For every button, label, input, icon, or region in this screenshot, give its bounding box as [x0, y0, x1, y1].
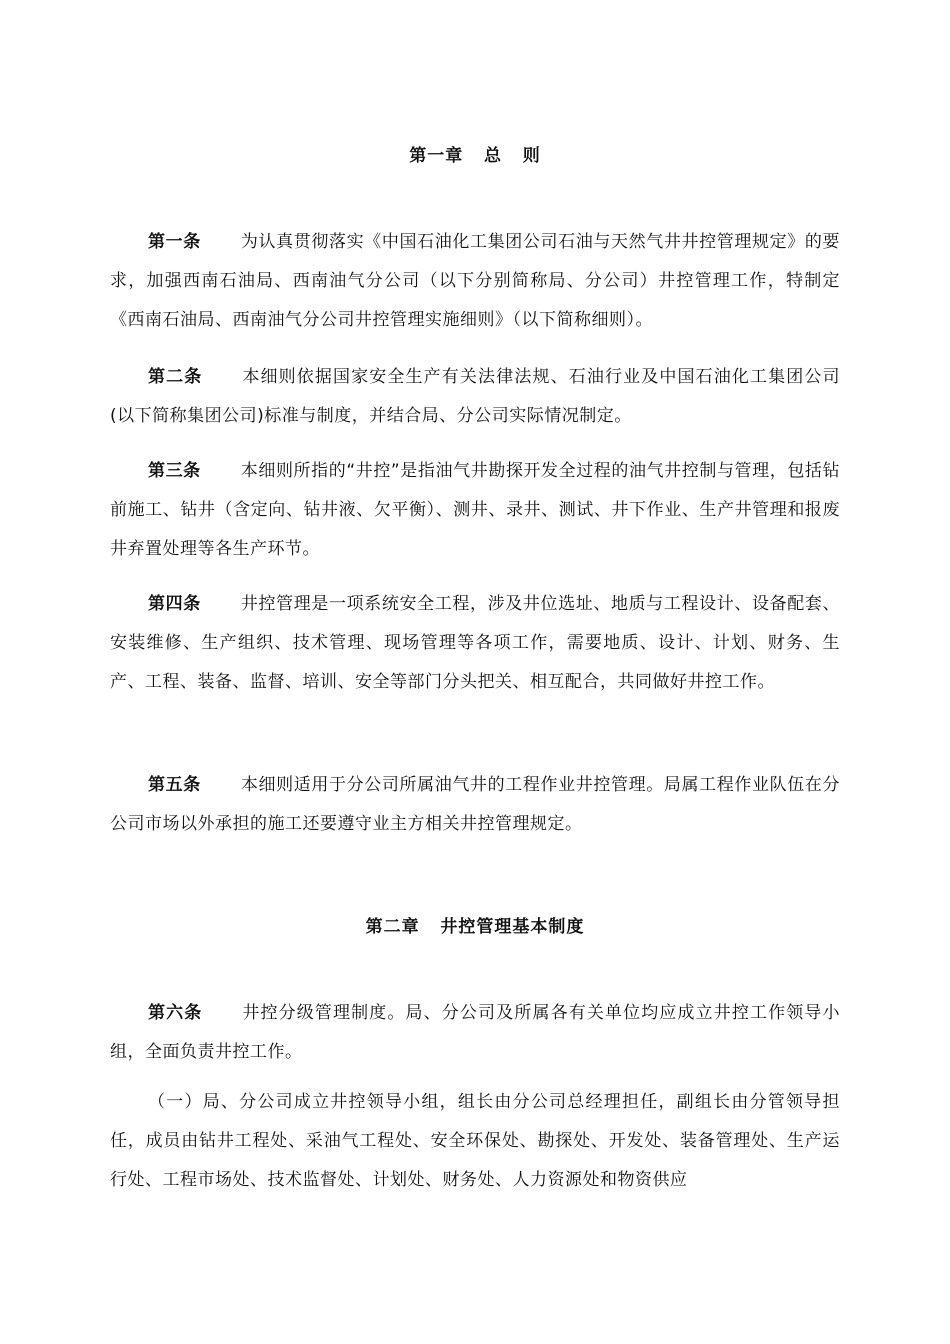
article-3 [110, 452, 840, 569]
article-4 [110, 585, 840, 702]
article-2 [110, 358, 840, 436]
article-3-text: 本细则所指的“井控”是指油气井勘探开发全过程的油气井控制与管理，包括钻前施工、钻井（含定向、钻井液、欠平衡）、测井、录井、测试、井下作业、生产井管理和报废井弃置处理等各生产环节。 [110, 461, 840, 559]
article-6-label: 第六条 [148, 1003, 203, 1023]
article-5-label: 第五条 [148, 775, 201, 795]
article-2-text: 本细则依据国家安全生产有关法律法规、石油行业及中国石油化工集团公司(以下简称集团公司)标准与制度，并结合局、分公司实际情况制定。 [110, 367, 841, 426]
article-1-label: 第一条 [148, 232, 201, 252]
article-5-text: 本细则适用于分公司所属油气井的工程作业井控管理。局属工程作业队伍在分公司市场以外承担的施工还要遵守业主方相关井控管理规定。 [110, 775, 840, 834]
article-1-text: 为认真贯彻落实《中国石油化工集团公司石油与天然气井井控管理规定》的要求，加强西南石油局、西南油气分公司（以下分别简称局、分公司）井控管理工作，特制定《西南石油局、西南油气分公司井控管理实施细则》（以下简称细则）。 [110, 232, 840, 330]
article-4-label: 第四条 [148, 594, 201, 614]
article-6-text: 井控分级管理制度。局、分公司及所属各有关单位均应成立井控工作领导小组，全面负责井控工作。 [110, 1003, 841, 1062]
article-1 [110, 223, 840, 340]
chapter-2-title: 第二章 井控管理基本制度 [365, 917, 585, 937]
article-6 [110, 994, 840, 1072]
article-3-label: 第三条 [148, 461, 201, 481]
article-6-item-1: （一）局、分公司成立井控领导小组，组长由分公司总经理担任，副组长由分管领导担任，成员由钻井工程处、采油气工程处、安全环保处、勘探处、开发处、装备管理处、生产运行处、工程市场处、技术监督处、计划处、财务处、人力资源处和物资供应 [110, 1092, 840, 1190]
article-5 [110, 766, 840, 844]
article-4-text: 井控管理是一项系统安全工程，涉及井位选址、地质与工程设计、设备配套、安装维修、生产组织、技术管理、现场管理等各项工作，需要地质、设计、计划、财务、生产、工程、装备、监督、培训、安全等部门分头把关、相互配合，共同做好井控工作。 [110, 594, 840, 692]
chapter-1-title: 第一章 总 则 [409, 146, 541, 166]
article-2-label: 第二条 [148, 367, 203, 387]
